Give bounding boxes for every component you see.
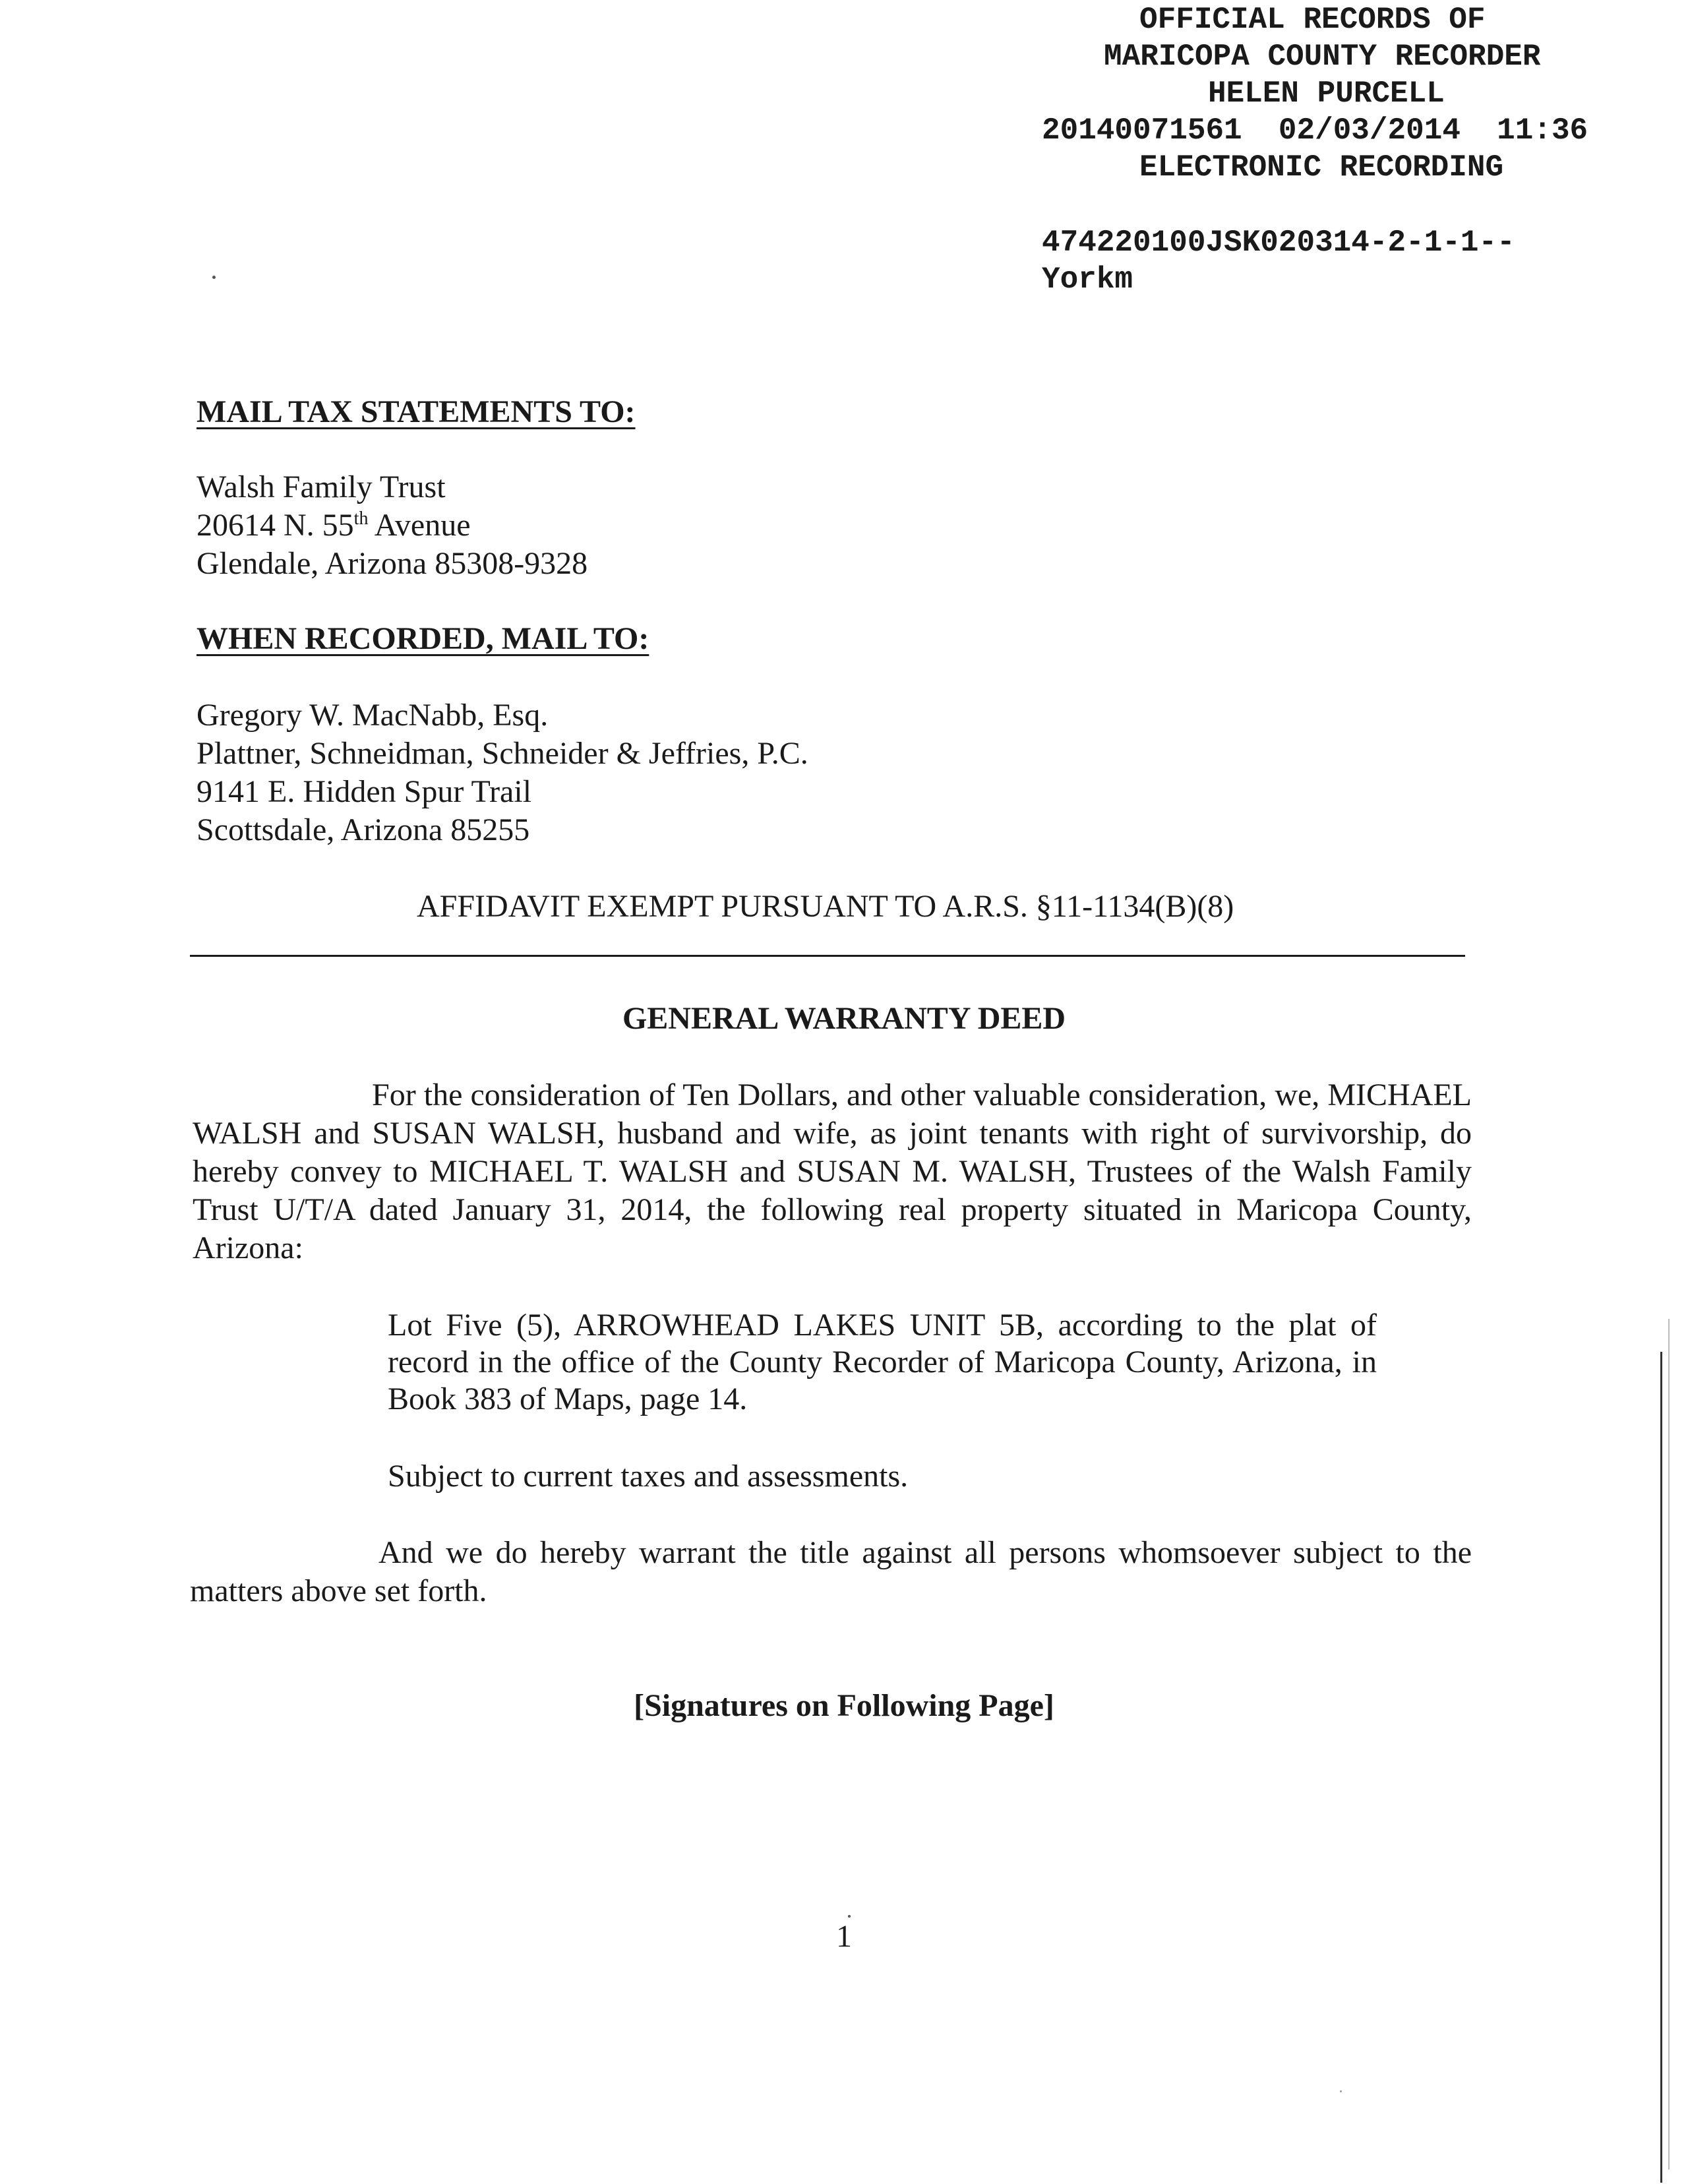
page-number: 1 xyxy=(836,1919,852,1954)
signatures-note: [Signatures on Following Page] xyxy=(634,1688,1054,1723)
document-reference xyxy=(1042,224,1635,298)
subject-to-clause: Subject to current taxes and assessments. xyxy=(388,1459,909,1494)
mail-tax-heading-text: MAIL TAX STATEMENTS TO: xyxy=(196,394,636,429)
recipient-name: Gregory W. MacNabb, Esq. xyxy=(196,698,549,733)
stamp-line-county: MARICOPA COUNTY RECORDER xyxy=(1104,40,1541,74)
when-recorded-address xyxy=(196,696,808,849)
scan-speck xyxy=(1340,2090,1342,2092)
mail-tax-city: Glendale, Arizona 85308-9328 xyxy=(196,546,588,581)
scan-speck xyxy=(848,1915,851,1918)
document-title: GENERAL WARRANTY DEED xyxy=(622,1001,1066,1036)
stamp-line-electronic: ELECTRONIC RECORDING xyxy=(1139,150,1504,185)
affidavit-exemption: AFFIDAVIT EXEMPT PURSUANT TO A.R.S. §11-1134(B)(8) xyxy=(417,889,1234,924)
record-date: 02/03/2014 xyxy=(1278,113,1461,148)
mail-tax-street: 20614 N. 55th Avenue xyxy=(196,508,471,543)
scan-edge-faint xyxy=(1668,1319,1670,2169)
when-recorded-heading xyxy=(196,620,649,658)
recipient-city: Scottsdale, Arizona 85255 xyxy=(196,812,530,847)
stamp-line-recorder-name: HELEN PURCELL xyxy=(1208,76,1445,111)
mail-tax-address xyxy=(196,468,588,583)
scan-speck xyxy=(212,276,216,279)
horizontal-rule xyxy=(190,955,1465,957)
record-number: 20140071561 xyxy=(1042,113,1242,148)
reference-code: 474220100JSK020314-2-1-1-- xyxy=(1042,226,1515,260)
when-recorded-heading-text: WHEN RECORDED, MAIL TO: xyxy=(196,621,649,656)
conveyance-paragraph: For the consideration of Ten Dollars, and other valuable consideration, we, MICHAEL WALSH and SUSAN WALSH, husband and wife, as joint tenants with right of survivorship, do hereby convey to MICHAEL T. WALSH and SUSAN M. WALSH, Trustees of the Walsh Family Trust U/T/A dated January 31, 2014, the following real property situated in Maricopa County, Arizona: xyxy=(193,1077,1472,1265)
recipient-firm: Plattner, Schneidman, Schneider & Jeffries, P.C. xyxy=(196,736,808,771)
mail-tax-name: Walsh Family Trust xyxy=(196,470,446,504)
scan-edge-line xyxy=(1660,1352,1662,2183)
legal-description: Lot Five (5), ARROWHEAD LAKES UNIT 5B, according to the plat of record in the office of the County Recorder of Maricopa County, Arizona, in Book 383 of Maps, page 14. xyxy=(388,1308,1377,1416)
stamp-line-record-info xyxy=(1042,112,1675,149)
mail-tax-heading xyxy=(196,393,636,431)
recipient-street: 9141 E. Hidden Spur Trail xyxy=(196,774,532,809)
recorder-stamp xyxy=(1042,1,1675,186)
record-time: 11:36 xyxy=(1497,113,1588,148)
warranty-paragraph: And we do hereby warrant the title against all persons whomsoever subject to the matters above set forth. xyxy=(190,1535,1472,1608)
reference-user: Yorkm xyxy=(1042,262,1133,297)
stamp-line-official: OFFICIAL RECORDS OF xyxy=(1139,3,1486,37)
